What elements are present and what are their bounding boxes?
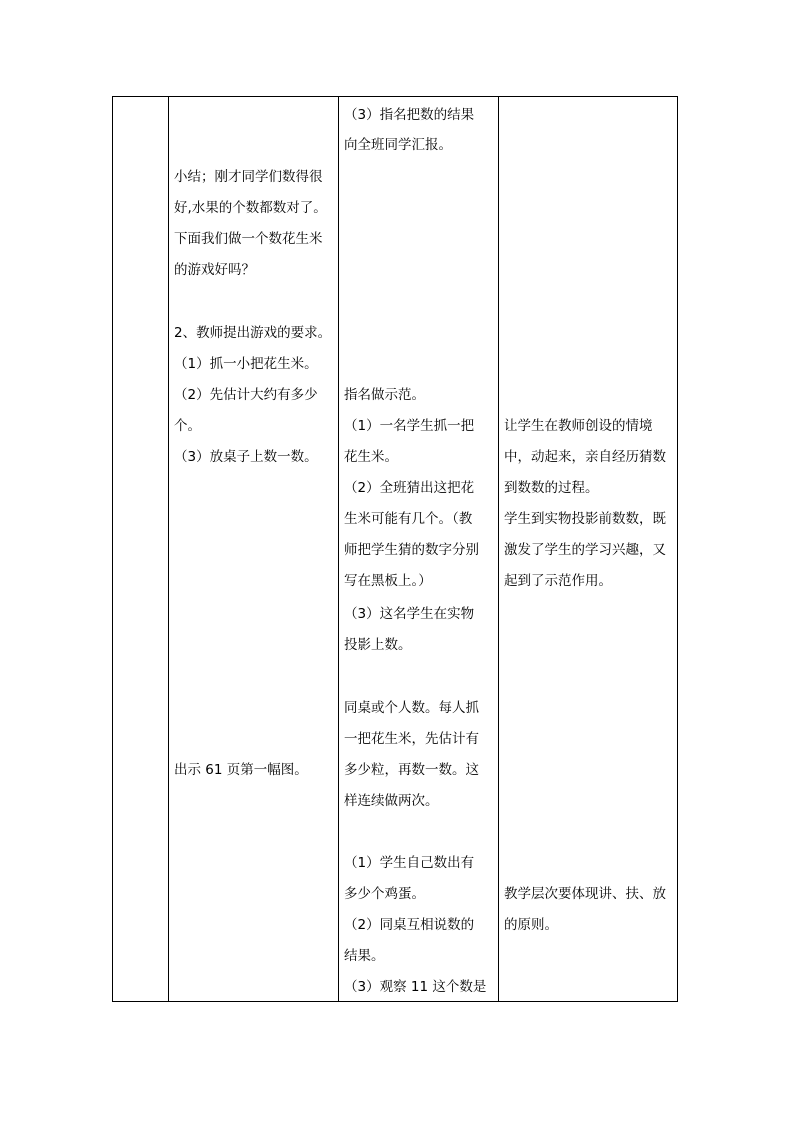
principle-line: 的原则。 [504,917,558,933]
show-figure-text: 出示 61 页第一幅图。 [174,762,308,778]
demo-line: 师把学生猜的数字分别 [344,542,479,558]
summary-line: 好,水果的个数都数对了。 [174,200,327,216]
egg-step-line: 多少个鸡蛋。 [344,886,425,902]
pair-count-line: 一把花生米，先估计有 [344,731,479,747]
game-rule-item: 个。 [174,418,201,434]
design-intent-cell [499,97,677,1001]
report-line: 向全班同学汇报。 [344,137,452,153]
intent-line: 激发了学生的学习兴趣，又 [504,542,666,558]
intent-line: 中，动起来，亲自经历猜数 [504,449,666,465]
student-activity-cell [339,97,498,1001]
demo-title: 指名做示范。 [344,387,425,403]
pair-count-line: 多少粒，再数一数。这 [344,762,479,778]
stage-cell [113,97,168,1001]
game-rule-title: 2、教师提出游戏的要求。 [174,325,332,341]
egg-step-line: 结果。 [344,948,385,964]
game-rule-item: （1）抓一小把花生米。 [174,356,318,372]
lesson-table [112,96,678,1002]
game-rule-item: （3）放桌子上数一数。 [174,449,318,465]
demo-line: （3）这名学生在实物 [344,606,475,622]
summary-line: 下面我们做一个数花生米 [174,231,323,247]
report-line: （3）指名把数的结果 [344,107,475,123]
egg-step-line: （2）同桌互相说数的 [344,917,475,933]
teacher-activity-cell [169,97,338,1001]
demo-line: 花生米。 [344,449,398,465]
summary-line: 小结；刚才同学们数得很 [174,169,323,185]
pair-count-line: 样连续做两次。 [344,793,439,809]
intent-line: 起到了示范作用。 [504,573,612,589]
summary-line: 的游戏好吗？ [174,262,255,278]
demo-line: （1）一名学生抓一把 [344,418,475,434]
demo-line: 投影上数。 [344,637,412,653]
pair-count-line: 同桌或个人数。每人抓 [344,700,479,716]
game-rule-item: （2）先估计大约有多少 [174,387,318,403]
demo-line: （2）全班猜出这把花 [344,480,475,496]
egg-step-line: （3）观察 11 这个数是 [344,979,487,995]
intent-line: 到数数的过程。 [504,480,599,496]
intent-line: 让学生在教师创设的情境 [504,418,653,434]
principle-line: 教学层次要体现讲、扶、放 [504,886,666,902]
demo-line: 生米可能有几个。（教 [344,511,473,527]
egg-step-line: （1）学生自己数出有 [344,855,475,871]
intent-line: 学生到实物投影前数数，既 [504,511,666,527]
demo-line: 写在黑板上。） [344,573,432,589]
